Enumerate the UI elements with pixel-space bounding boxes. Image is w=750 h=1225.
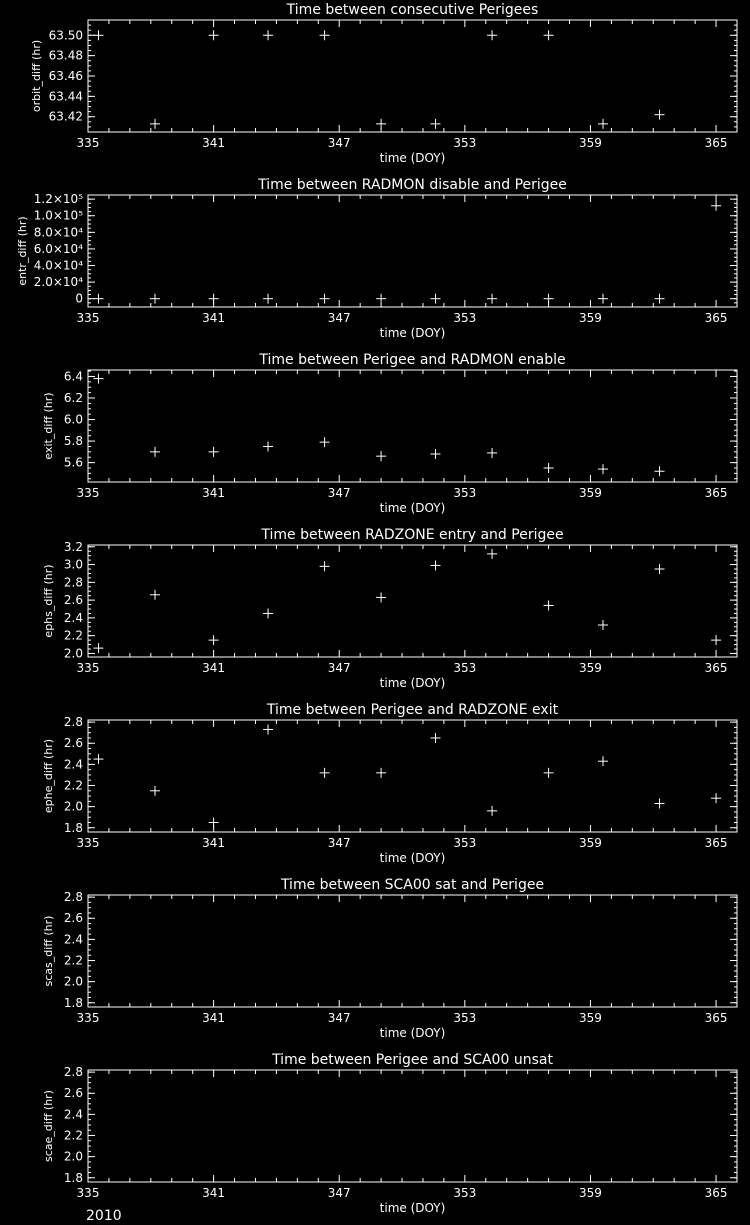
plot-frame bbox=[88, 720, 737, 832]
data-point bbox=[263, 294, 273, 304]
x-tick-label: 341 bbox=[202, 311, 226, 325]
y-tick-label: 2.2 bbox=[63, 628, 83, 643]
x-tick-label: 353 bbox=[453, 1011, 477, 1025]
y-tick-label: 2.0 bbox=[63, 1149, 83, 1164]
data-point bbox=[487, 806, 497, 816]
x-axis-label: time (DOY) bbox=[379, 501, 446, 515]
x-axis-label: time (DOY) bbox=[379, 1201, 446, 1215]
data-point bbox=[263, 725, 273, 735]
x-tick-label: 365 bbox=[704, 486, 728, 500]
y-tick-label: 3.0 bbox=[63, 557, 83, 572]
y-tick-label: 2.4 bbox=[63, 610, 83, 625]
data-point bbox=[376, 119, 386, 129]
data-point bbox=[431, 560, 441, 570]
data-point bbox=[93, 754, 103, 764]
y-tick-label: 0 bbox=[75, 291, 83, 306]
x-tick-label: 353 bbox=[453, 136, 477, 150]
y-tick-label: 2.0 bbox=[63, 646, 83, 661]
data-point bbox=[376, 768, 386, 778]
x-tick-label: 335 bbox=[76, 486, 100, 500]
y-tick-label: 63.46 bbox=[48, 69, 83, 83]
x-tick-label: 365 bbox=[704, 136, 728, 150]
y-tick-label: 63.50 bbox=[48, 28, 83, 43]
data-point bbox=[431, 294, 441, 304]
data-point bbox=[209, 817, 219, 827]
y-tick-label: 2.8 bbox=[63, 715, 83, 730]
y-tick-label: 5.6 bbox=[63, 455, 83, 470]
x-tick-label: 353 bbox=[453, 661, 477, 675]
y-tick-label: 2.2 bbox=[63, 1128, 83, 1143]
x-axis-label: time (DOY) bbox=[379, 326, 446, 340]
y-tick-label: 2.6 bbox=[63, 911, 83, 926]
y-axis-label: scas_diff (hr) bbox=[42, 915, 55, 987]
data-point bbox=[598, 464, 608, 474]
chart-title: Time between Perigee and RADZONE exit bbox=[266, 702, 559, 718]
data-point bbox=[93, 30, 103, 40]
x-tick-label: 353 bbox=[453, 1186, 477, 1200]
y-tick-label: 2.6 bbox=[63, 1086, 83, 1101]
x-axis-label: time (DOY) bbox=[379, 151, 446, 165]
x-tick-label: 359 bbox=[578, 136, 602, 150]
x-tick-label: 365 bbox=[704, 661, 728, 675]
data-point bbox=[320, 30, 330, 40]
data-point bbox=[93, 643, 103, 653]
x-tick-label: 335 bbox=[76, 1186, 100, 1200]
x-tick-label: 353 bbox=[453, 836, 477, 850]
data-point bbox=[376, 592, 386, 602]
x-tick-label: 347 bbox=[327, 1011, 351, 1025]
x-tick-label: 335 bbox=[76, 311, 100, 325]
y-tick-label: 5.8 bbox=[63, 434, 83, 449]
data-point bbox=[544, 30, 554, 40]
data-point bbox=[711, 201, 721, 211]
plot-frame bbox=[88, 1070, 737, 1182]
x-tick-label: 341 bbox=[202, 136, 226, 150]
x-tick-label: 359 bbox=[578, 1011, 602, 1025]
data-point bbox=[487, 30, 497, 40]
x-tick-label: 341 bbox=[202, 486, 226, 500]
y-axis-label: scae_diff (hr) bbox=[42, 1090, 55, 1162]
data-point bbox=[320, 768, 330, 778]
data-point bbox=[263, 441, 273, 451]
chart-panel-3 bbox=[42, 352, 737, 515]
x-tick-label: 365 bbox=[704, 836, 728, 850]
data-point bbox=[598, 756, 608, 766]
x-tick-label: 347 bbox=[327, 836, 351, 850]
x-tick-label: 347 bbox=[327, 486, 351, 500]
x-tick-label: 335 bbox=[76, 1011, 100, 1025]
data-point bbox=[376, 294, 386, 304]
data-point bbox=[263, 608, 273, 618]
y-tick-label: 3.2 bbox=[63, 539, 83, 554]
y-axis-label: ephs_diff (hr) bbox=[42, 564, 55, 638]
data-point bbox=[93, 294, 103, 304]
y-tick-label: 2.0 bbox=[63, 799, 83, 814]
x-tick-label: 359 bbox=[578, 661, 602, 675]
x-tick-label: 335 bbox=[76, 136, 100, 150]
plot-frame bbox=[88, 20, 737, 132]
plot-frame bbox=[88, 195, 737, 307]
x-tick-label: 365 bbox=[704, 311, 728, 325]
x-tick-label: 359 bbox=[578, 486, 602, 500]
y-tick-label: 2.8 bbox=[63, 890, 83, 905]
data-point bbox=[263, 30, 273, 40]
y-axis-label: ephe_diff (hr) bbox=[42, 738, 55, 814]
data-point bbox=[150, 447, 160, 457]
data-point bbox=[544, 294, 554, 304]
data-point bbox=[544, 768, 554, 778]
chart-panel-5 bbox=[42, 702, 737, 865]
plot-frame bbox=[88, 545, 737, 657]
x-tick-label: 359 bbox=[578, 1186, 602, 1200]
chart-title: Time between Perigee and RADMON enable bbox=[259, 352, 566, 368]
y-tick-label: 6.2 bbox=[63, 391, 83, 405]
x-tick-label: 347 bbox=[327, 661, 351, 675]
data-point bbox=[150, 786, 160, 796]
data-point bbox=[150, 294, 160, 304]
x-axis-label: time (DOY) bbox=[379, 851, 446, 865]
chart-title: Time between SCA00 sat and Perigee bbox=[280, 877, 545, 893]
data-point bbox=[487, 448, 497, 458]
x-tick-label: 341 bbox=[202, 1186, 226, 1200]
data-point bbox=[93, 374, 103, 384]
y-axis-label: orbit_diff (hr) bbox=[30, 39, 43, 113]
y-tick-label: 6.4 bbox=[63, 369, 83, 384]
chart-title: Time between RADZONE entry and Perigee bbox=[261, 527, 564, 543]
plot-frame bbox=[88, 895, 737, 1007]
data-point bbox=[487, 549, 497, 559]
data-point bbox=[431, 733, 441, 743]
chart-title: Time between Perigee and SCA00 unsat bbox=[272, 1052, 553, 1068]
data-point bbox=[598, 294, 608, 304]
y-tick-label: 2.4 bbox=[63, 757, 83, 772]
y-tick-label: 1.8 bbox=[63, 995, 83, 1010]
data-point bbox=[655, 466, 665, 476]
chart-panel-2 bbox=[16, 177, 737, 340]
x-tick-label: 359 bbox=[578, 311, 602, 325]
chart-panel-6 bbox=[42, 877, 737, 1040]
data-point bbox=[320, 561, 330, 571]
chart-title: Time between consecutive Perigees bbox=[286, 2, 539, 18]
y-axis-label: entr_diff (hr) bbox=[16, 216, 29, 286]
data-point bbox=[598, 119, 608, 129]
x-axis-label: time (DOY) bbox=[379, 1026, 446, 1040]
x-tick-label: 335 bbox=[76, 661, 100, 675]
data-point bbox=[209, 294, 219, 304]
x-tick-label: 341 bbox=[202, 1011, 226, 1025]
x-axis-label: time (DOY) bbox=[379, 676, 446, 690]
data-point bbox=[209, 30, 219, 40]
y-tick-label: 1.8 bbox=[63, 820, 83, 835]
data-point bbox=[320, 437, 330, 447]
data-point bbox=[209, 447, 219, 457]
data-point bbox=[598, 620, 608, 630]
y-tick-label: 4.0×10⁴ bbox=[33, 258, 83, 273]
plot-frame bbox=[88, 370, 737, 482]
data-point bbox=[544, 463, 554, 473]
y-tick-label: 1.8 bbox=[63, 1170, 83, 1185]
chart-panel-7 bbox=[42, 1052, 737, 1215]
data-point bbox=[431, 449, 441, 459]
x-tick-label: 335 bbox=[76, 836, 100, 850]
data-point bbox=[150, 119, 160, 129]
y-tick-label: 2.0×10⁴ bbox=[33, 275, 83, 290]
chart-title: Time between RADMON disable and Perigee bbox=[258, 177, 567, 193]
x-tick-label: 365 bbox=[704, 1186, 728, 1200]
data-point bbox=[655, 110, 665, 120]
y-tick-label: 63.44 bbox=[48, 89, 83, 104]
data-point bbox=[209, 635, 219, 645]
y-tick-label: 2.2 bbox=[63, 953, 83, 968]
y-tick-label: 63.48 bbox=[48, 48, 83, 63]
chart-panel-4 bbox=[42, 527, 737, 690]
y-tick-label: 6.0 bbox=[63, 412, 83, 427]
data-point bbox=[544, 600, 554, 610]
y-tick-label: 2.6 bbox=[63, 736, 83, 751]
year-label: 2010 bbox=[86, 1208, 122, 1224]
x-tick-label: 353 bbox=[453, 311, 477, 325]
x-tick-label: 347 bbox=[327, 311, 351, 325]
x-tick-label: 365 bbox=[704, 1011, 728, 1025]
data-point bbox=[376, 451, 386, 461]
x-tick-label: 347 bbox=[327, 136, 351, 150]
data-point bbox=[487, 294, 497, 304]
y-tick-label: 2.8 bbox=[63, 575, 83, 590]
x-tick-label: 341 bbox=[202, 836, 226, 850]
x-tick-label: 353 bbox=[453, 486, 477, 500]
y-tick-label: 2.6 bbox=[63, 593, 83, 608]
x-tick-label: 359 bbox=[578, 836, 602, 850]
data-point bbox=[320, 294, 330, 304]
y-axis-label: exit_diff (hr) bbox=[42, 392, 55, 460]
data-point bbox=[655, 798, 665, 808]
data-point bbox=[150, 590, 160, 600]
y-tick-label: 2.4 bbox=[63, 932, 83, 947]
y-tick-label: 2.4 bbox=[63, 1107, 83, 1122]
data-point bbox=[655, 564, 665, 574]
y-tick-label: 2.0 bbox=[63, 974, 83, 989]
data-point bbox=[431, 119, 441, 129]
data-point bbox=[711, 635, 721, 645]
y-tick-label: 2.8 bbox=[63, 1065, 83, 1080]
data-point bbox=[655, 294, 665, 304]
y-tick-label: 1.0×10⁵ bbox=[33, 208, 83, 223]
data-point bbox=[711, 793, 721, 803]
y-tick-label: 2.2 bbox=[63, 778, 83, 793]
chart-panel-1 bbox=[30, 2, 737, 165]
x-tick-label: 341 bbox=[202, 661, 226, 675]
y-tick-label: 1.2×10⁵ bbox=[33, 192, 83, 207]
y-tick-label: 63.42 bbox=[48, 109, 83, 124]
y-tick-label: 8.0×10⁴ bbox=[33, 225, 83, 240]
y-tick-label: 6.0×10⁴ bbox=[33, 241, 83, 256]
x-tick-label: 347 bbox=[327, 1186, 351, 1200]
